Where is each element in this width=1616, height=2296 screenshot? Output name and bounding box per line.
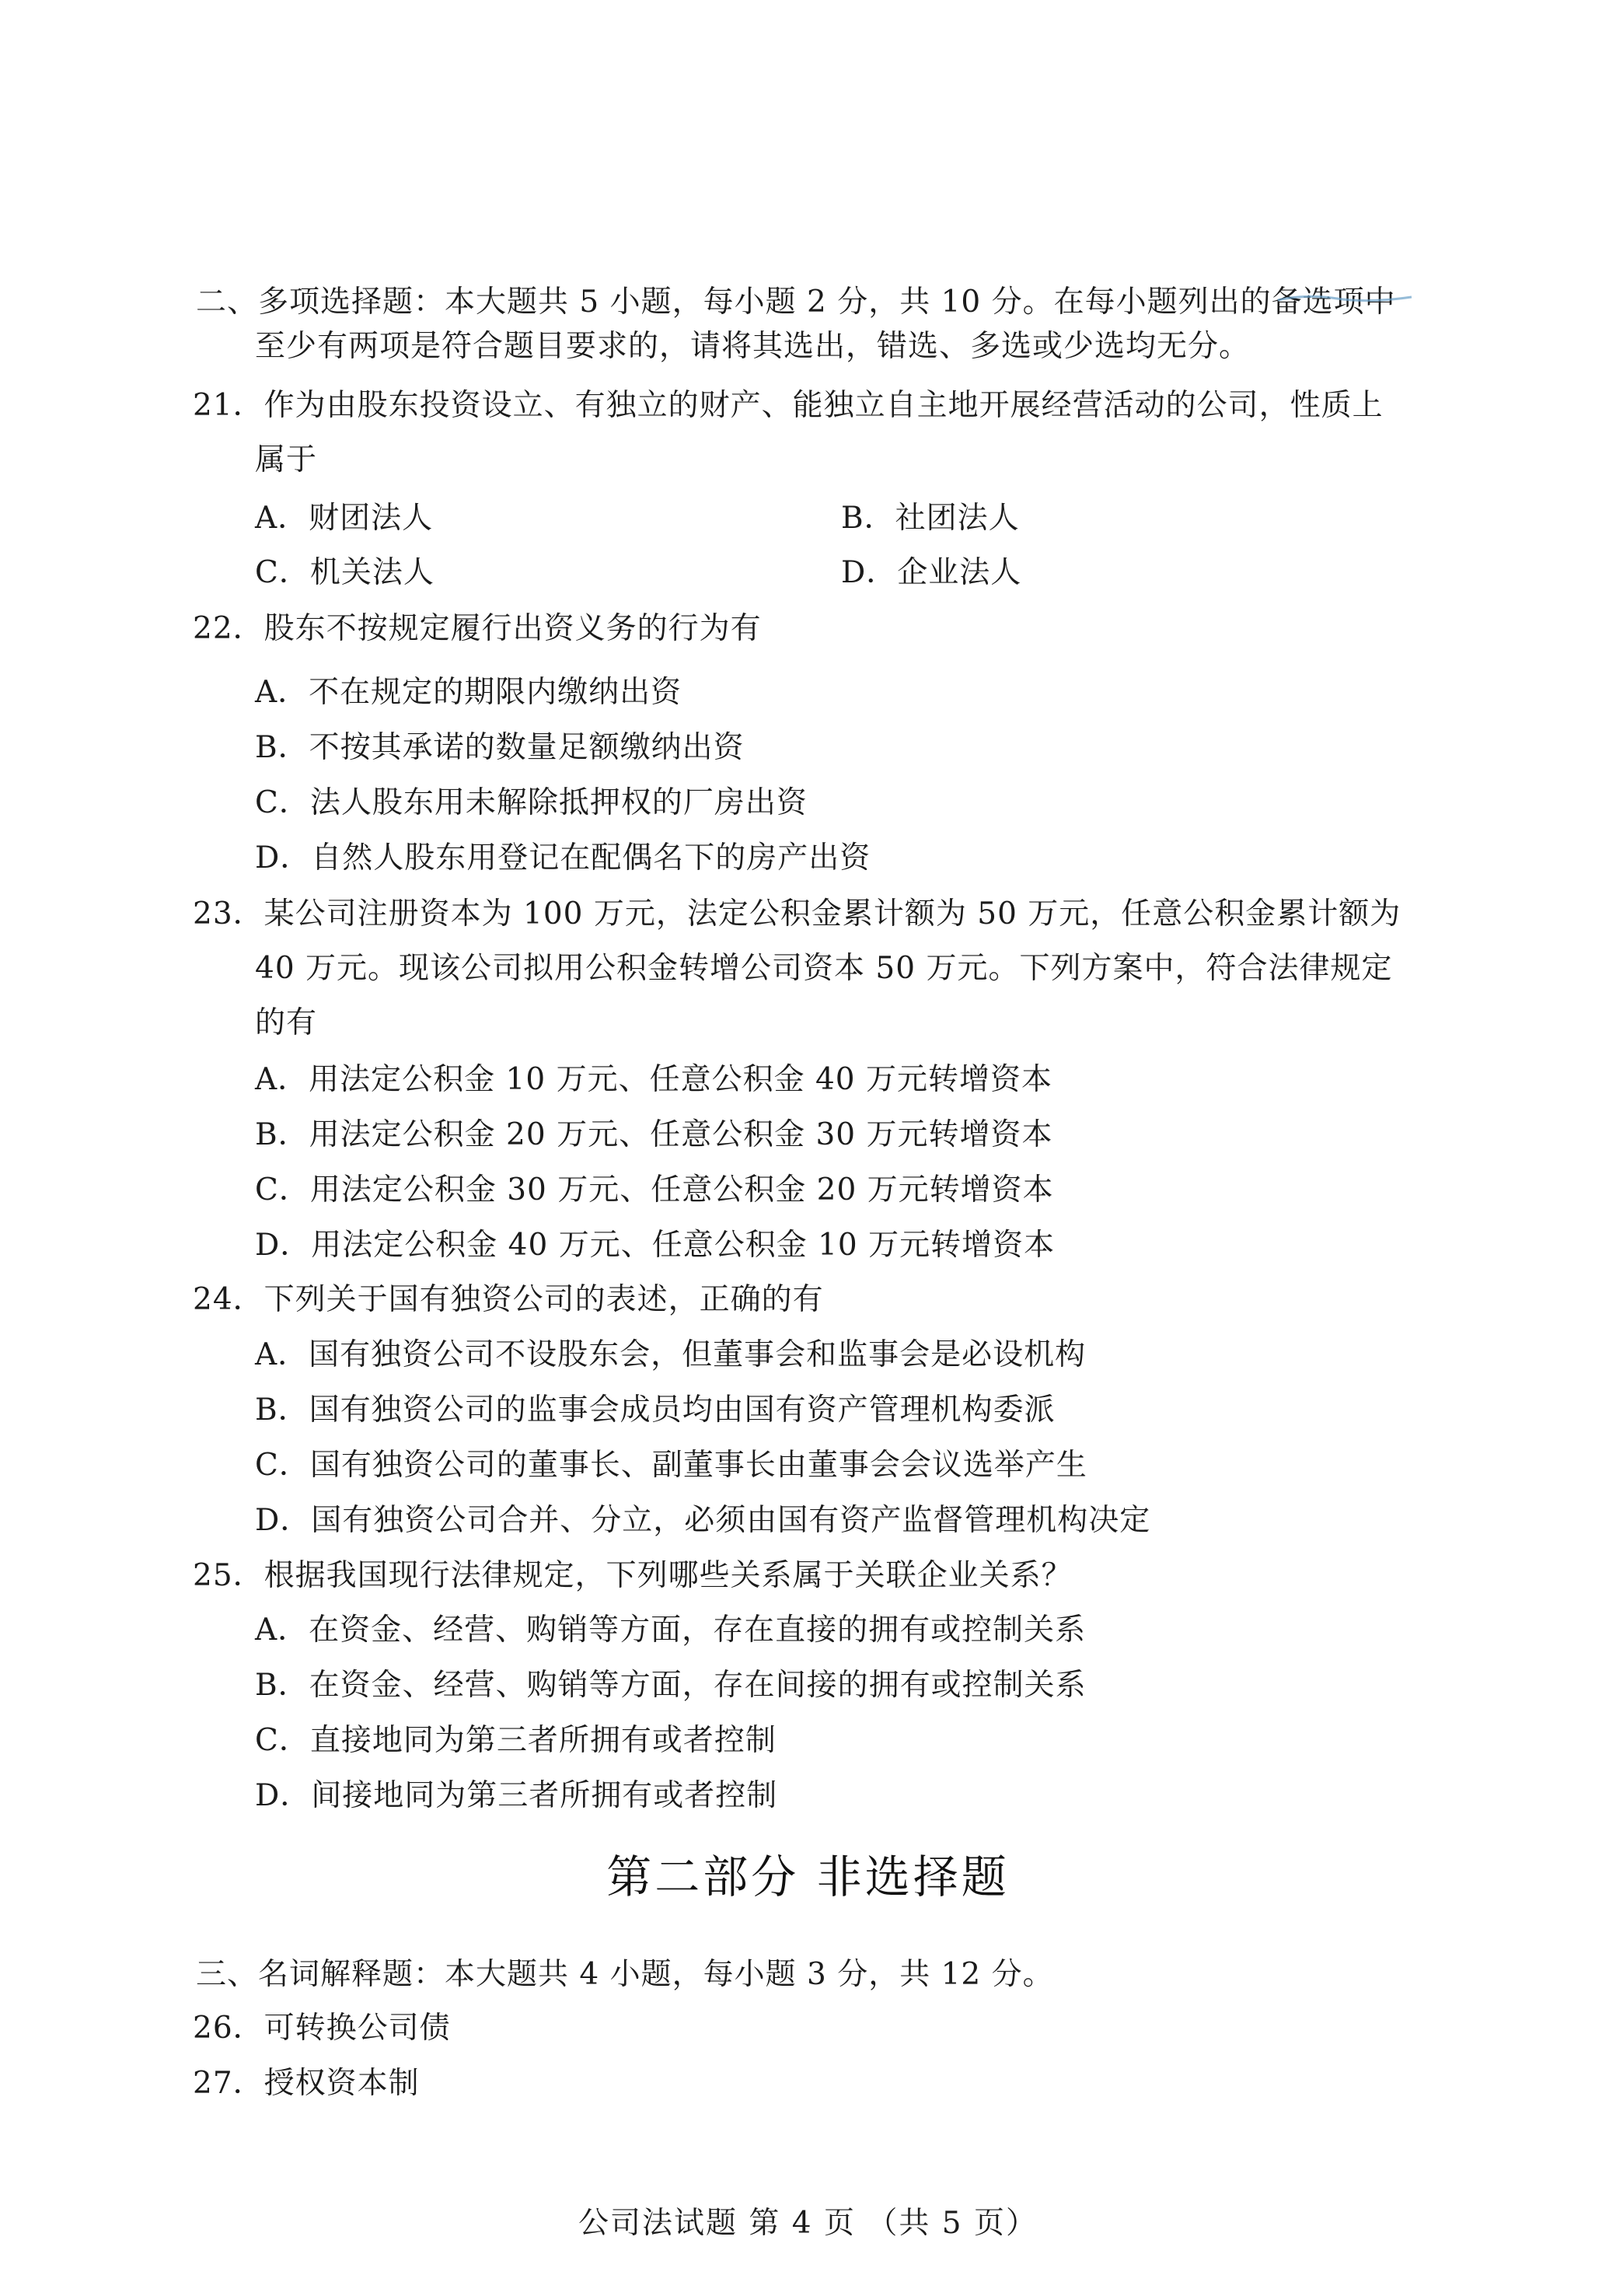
question-21-option-d: D．企业法人	[841, 555, 1022, 590]
question-23-stem-continuation-2: 的有	[255, 1005, 318, 1040]
question-23-option-c: C．用法定公积金 30 万元、任意公积金 20 万元转增资本	[255, 1172, 1054, 1207]
question-21-option-c: C．机关法人	[255, 555, 435, 590]
question-22-option-b: B．不按其承诺的数量足额缴纳出资	[255, 730, 745, 765]
question-23-stem: 23．某公司注册资本为 100 万元，法定公积金累计额为 50 万元，任意公积金累计额为	[193, 896, 1401, 931]
question-25-option-c: C．直接地同为第三者所拥有或者控制	[255, 1723, 777, 1758]
question-22-stem: 22．股东不按规定履行出资义务的行为有	[193, 611, 762, 646]
question-25-option-b: B．在资金、经营、购销等方面，存在间接的拥有或控制关系	[255, 1668, 1087, 1703]
question-24-stem: 24．下列关于国有独资公司的表述，正确的有	[193, 1282, 824, 1317]
question-24-option-d: D．国有独资公司合并、分立，必须由国有资产监督管理机构决定	[255, 1503, 1151, 1538]
question-24-option-c: C．国有独资公司的董事长、副董事长由董事会会议选举产生	[255, 1448, 1087, 1483]
question-23-option-b: B．用法定公积金 20 万元、任意公积金 30 万元转增资本	[255, 1117, 1053, 1152]
pen-mark	[1275, 280, 1415, 311]
question-25-stem: 25．根据我国现行法律规定，下列哪些关系属于关联企业关系？	[193, 1558, 1073, 1593]
page-footer: 公司法试题 第 4 页 （共 5 页）	[578, 2206, 1038, 2241]
question-23-stem-continuation-1: 40 万元。现该公司拟用公积金转增公司资本 50 万元。下列方案中，符合法律规定	[255, 951, 1393, 986]
question-22-option-c: C．法人股东用未解除抵押权的厂房出资	[255, 785, 808, 820]
question-21-stem: 21．作为由股东投资设立、有独立的财产、能独立自主地开展经营活动的公司，性质上	[193, 388, 1384, 423]
part-two-title: 第二部分 非选择题	[606, 1850, 1010, 1903]
question-21-option-a: A．财团法人	[255, 501, 434, 536]
question-22-option-d: D．自然人股东用登记在配偶名下的房产出资	[255, 840, 871, 875]
question-25-option-d: D．间接地同为第三者所拥有或者控制	[255, 1778, 778, 1813]
section-heading-continuation: 至少有两项是符合题目要求的，请将其选出，错选、多选或少选均无分。	[255, 329, 1251, 364]
question-25-option-a: A．在资金、经营、购销等方面，存在直接的拥有或控制关系	[255, 1613, 1087, 1648]
question-21-stem-continuation: 属于	[255, 442, 318, 477]
section-heading-multiple-choice: 二、多项选择题：本大题共 5 小题，每小题 2 分，共 10 分。在每小题列出的备选项中	[196, 285, 1396, 320]
question-24-option-b: B．国有独资公司的监事会成员均由国有资产管理机构委派	[255, 1393, 1056, 1428]
question-26: 26．可转换公司债	[193, 2011, 451, 2046]
question-22-option-a: A．不在规定的期限内缴纳出资	[255, 675, 682, 710]
section-heading-term-explanation: 三、名词解释题：本大题共 4 小题，每小题 3 分，共 12 分。	[196, 1957, 1054, 1992]
question-23-option-d: D．用法定公积金 40 万元、任意公积金 10 万元转增资本	[255, 1228, 1056, 1263]
question-24-option-a: A．国有独资公司不设股东会，但董事会和监事会是必设机构	[255, 1337, 1087, 1372]
question-21-option-b: B．社团法人	[841, 501, 1020, 536]
question-23-option-a: A．用法定公积金 10 万元、任意公积金 40 万元转增资本	[255, 1062, 1053, 1097]
question-27: 27．授权资本制	[193, 2066, 420, 2101]
